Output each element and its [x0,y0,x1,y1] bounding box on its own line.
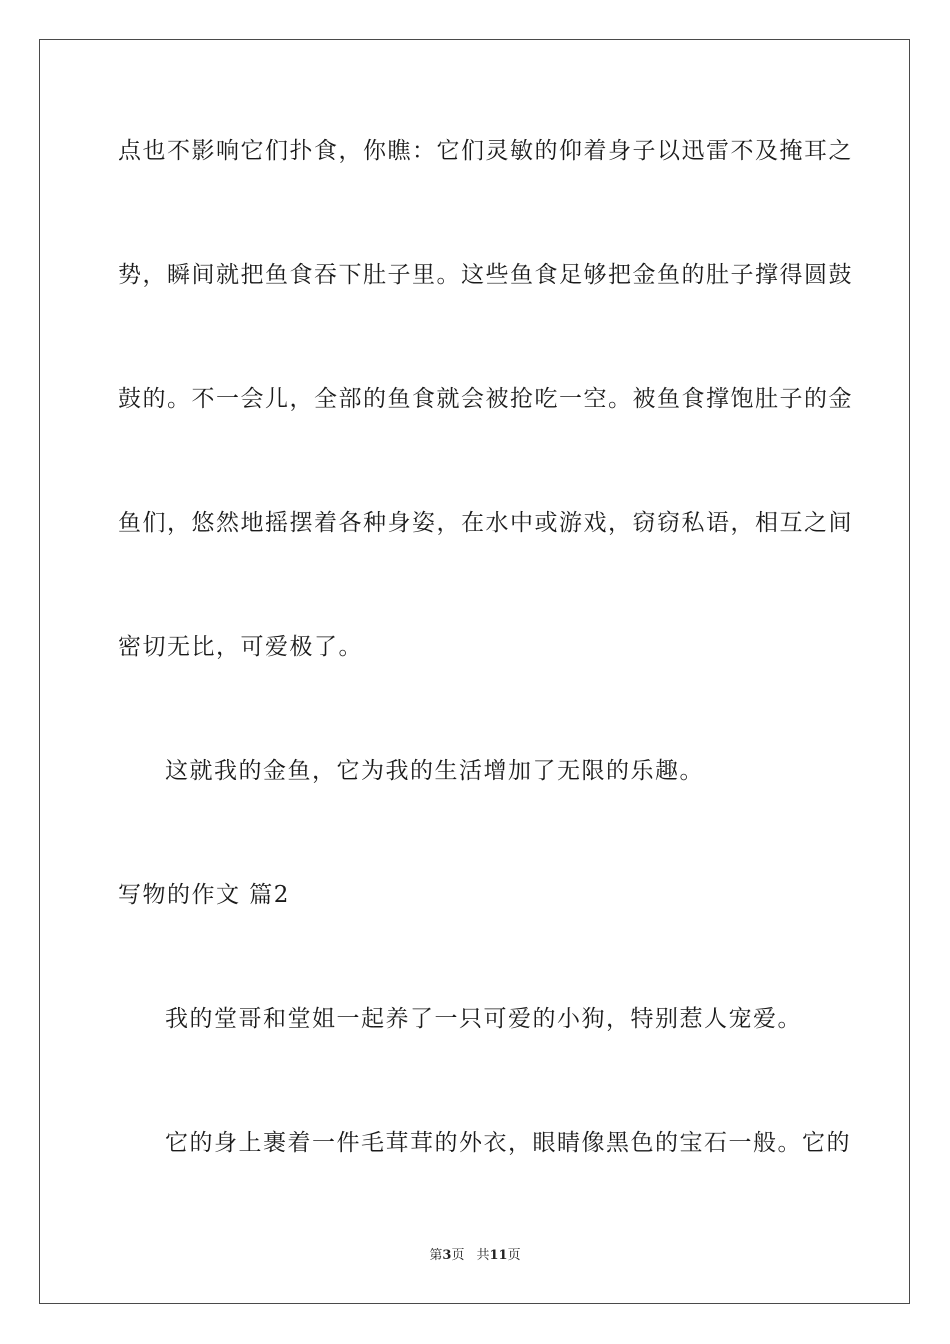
body-text-line-4: 鱼们，悠然地摇摆着各种身姿，在水中或游戏，窃窃私语，相互之间 [118,510,853,536]
section-paragraph-2: 它的身上裹着一件毛茸茸的外衣，眼睛像黑色的宝石一般。它的 [165,1130,851,1156]
footer-total-suffix: 页 [507,1248,521,1263]
footer-total-prefix: 共 [476,1248,490,1263]
footer-page-number: 3 [442,1248,452,1263]
body-text-line-5: 密切无比，可爱极了。 [118,634,363,660]
page-border [39,39,910,1304]
body-text-line-1: 点也不影响它们扑食，你瞧：它们灵敏的仰着身子以迅雷不及掩耳之 [118,138,853,164]
page-footer [0,1248,950,1264]
footer-total-pages: 11 [489,1248,508,1263]
footer-page-suffix: 页 [451,1248,465,1263]
closing-paragraph: 这就我的金鱼，它为我的生活增加了无限的乐趣。 [165,758,704,784]
section-heading: 写物的作文 篇2 [118,882,290,908]
section-paragraph-1: 我的堂哥和堂姐一起养了一只可爱的小狗，特别惹人宠爱。 [165,1006,802,1032]
body-text-line-3: 鼓的。不一会儿，全部的鱼食就会被抢吃一空。被鱼食撑饱肚子的金 [118,386,853,412]
body-text-line-2: 势，瞬间就把鱼食吞下肚子里。这些鱼食足够把金鱼的肚子撑得圆鼓 [118,262,853,288]
footer-page-prefix: 第 [429,1248,443,1263]
